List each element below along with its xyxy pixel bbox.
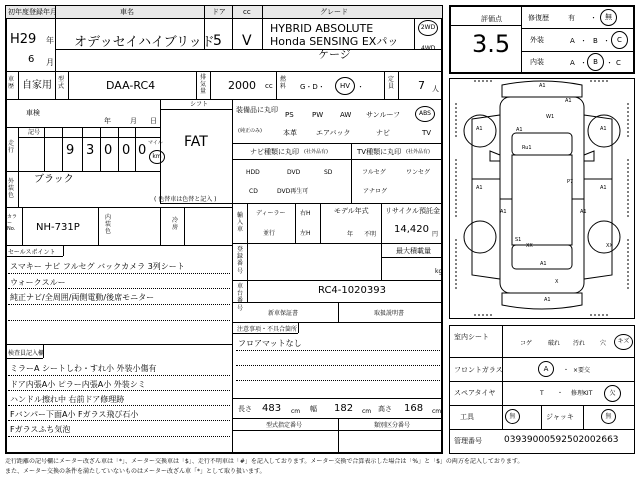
diag-roof-u: Ru1 — [522, 145, 532, 151]
aircon-label: 冷房 — [172, 217, 179, 232]
navi-cd: CD — [249, 188, 258, 195]
diag-center-a1: A1 — [516, 127, 523, 133]
cc-label: cc — [243, 8, 251, 16]
chassis-value: RC4-1020393 — [318, 285, 386, 296]
equip-pw: PW — [312, 111, 324, 119]
width-unit: cm — [362, 408, 372, 415]
int-c: C — [616, 59, 621, 67]
diag-xx-right: XX — [606, 243, 613, 249]
diag-center-s: S1 — [515, 237, 522, 243]
interior-color-label: 内装色 — [105, 214, 112, 236]
equip-sunroof: サンルーフ — [366, 111, 401, 119]
km-circle: km — [149, 150, 165, 164]
first-reg-label: 初年度登録年月 — [8, 8, 57, 16]
recycle-value: 14,420 — [394, 224, 429, 235]
inspection-label: 車検 — [26, 109, 40, 117]
grade-value-line1: HYBRID ABSOLUTE — [270, 22, 374, 35]
equip-airbag: エアバック — [316, 129, 351, 137]
glass-a-circle: A — [538, 361, 554, 377]
diag-bottom-a1b: A1 — [544, 297, 551, 303]
tv-oneseg: ワンセグ — [406, 169, 431, 176]
diag-mid-a1-left: A1 — [500, 209, 507, 215]
seat-kizu-circle: キズ — [614, 334, 633, 350]
ext-sep2: ・ — [603, 37, 610, 45]
reg-year-unit: 年 — [46, 36, 54, 45]
glass-label: フロントガラス — [454, 366, 503, 374]
capacity-label: 定員 — [388, 76, 395, 91]
width-value: 182 — [334, 403, 354, 414]
tv-type-sub: (社外品有) — [406, 149, 430, 155]
footer-note-1: 走行距離の記号欄にメーター改ざん車は「*」、メーター交換車は「$」、走行不明車は「#」を記入しております。メーター交換で合算表示した場合は「%」と「$」の両方を記入しております。 — [5, 458, 524, 465]
height-unit: cm — [432, 408, 442, 415]
seat-label: 室内シート — [454, 333, 489, 341]
drive-2wd-circle: 2WD — [418, 20, 438, 36]
ext-c-circle: C — [611, 31, 628, 49]
color-code-label: カラーNo. — [7, 214, 18, 232]
seat-ana: 穴 — [600, 340, 607, 347]
displacement-unit: cc — [265, 82, 273, 90]
displacement-value: 2000 — [228, 79, 256, 92]
door-label: ドア — [212, 8, 226, 16]
new-car-warranty-label: 新車保証書 — [268, 310, 299, 317]
recycle-unit: 円 — [432, 231, 439, 238]
navi-type-label: ナビ種類に丸印 — [250, 148, 299, 156]
car-name-label: 車名 — [120, 8, 134, 16]
type-spec-label: 型式指定番号 — [266, 422, 303, 429]
model-value: DAA-RC4 — [106, 79, 156, 92]
tools-label: 工具 — [460, 413, 474, 421]
mgmt-label: 管理番号 — [454, 437, 482, 445]
ext-sep1: ・ — [580, 37, 587, 45]
height-label: 高さ — [378, 405, 392, 413]
sales-point-label: セールスポイント — [8, 249, 56, 256]
diag-top-a1: A1 — [539, 83, 546, 89]
footer-note-2: また、メーター交換の条件を満たしていないものはメーター改ざん車「*」として取り扱います。 — [5, 468, 266, 475]
displacement-label: 排気量 — [200, 74, 207, 96]
equip-leather: 本革 — [283, 129, 297, 137]
equipment-sub-label: (純正のみ) — [238, 128, 262, 134]
diag-roof-p: P7 — [567, 179, 574, 185]
max-load-unit: kg — [435, 268, 443, 275]
usage-value: 自家用 — [22, 80, 52, 91]
int-sep1: ・ — [580, 59, 587, 67]
shift-label: シフト — [190, 101, 209, 108]
mileage-side-label: 走行 — [8, 140, 15, 155]
mileage-digit-2: 3 — [86, 143, 95, 158]
int-b-circle: B — [587, 53, 604, 71]
cc-value: V — [242, 33, 252, 49]
notes-label: 注意事項・不具合箇所 — [237, 326, 298, 333]
diag-right-a1-1: A1 — [600, 126, 607, 132]
equip-ps: PS — [285, 111, 294, 119]
notes-value: フロアマットなし — [238, 339, 302, 348]
color-value: ブラック — [34, 174, 74, 185]
usage-side-label: 車歴 — [8, 76, 15, 91]
equip-tv: TV — [422, 129, 432, 137]
chassis-label: 車台番号 — [237, 283, 244, 312]
mileage-digit-5: 0 — [138, 143, 147, 158]
length-label: 長さ — [238, 405, 252, 413]
reg-month-unit: 月 — [46, 58, 54, 67]
door-value: 5 — [213, 33, 222, 49]
model-year-value: 年 — [347, 231, 354, 238]
diag-mid-a1-right: A1 — [580, 209, 587, 215]
equip-abs-circle: ABS — [415, 106, 435, 122]
model-year-label: モデル年式 — [334, 207, 369, 215]
import-rh: 右H — [300, 210, 311, 217]
mileage-digit-4: 0 — [122, 143, 131, 158]
diag-bottom-a1: A1 — [540, 261, 547, 267]
navi-hdd: HDD — [246, 169, 260, 176]
max-load-label: 最大積載量 — [396, 247, 431, 255]
tv-analog: アナログ — [363, 188, 388, 195]
repair-sep: ・ — [590, 14, 597, 22]
ext-b: B — [593, 37, 598, 45]
spare-kit: 修理KIT — [571, 390, 593, 397]
shift-value: FAT — [184, 134, 208, 150]
inspection-month-label: 月 — [130, 117, 137, 125]
reg-month-value: 6 — [28, 54, 35, 65]
spare-label: スペアタイヤ — [454, 389, 496, 397]
eval-value: 3.5 — [472, 30, 511, 58]
eval-label: 評価点 — [481, 15, 502, 23]
diag-left-a1-1: A1 — [476, 126, 483, 132]
tools-none-circle: 無 — [505, 409, 520, 424]
reg-number-label: 登録番号 — [237, 246, 244, 275]
fuel-options: G・D・ — [300, 83, 325, 91]
diag-xx-left: XX — [526, 243, 533, 249]
seat-yabure: 破れ — [548, 340, 561, 347]
sales-point-line2: ウォークスルー — [10, 278, 66, 287]
int-label: 内装 — [530, 58, 544, 66]
inspector-line3: ハンドル擦れ中 右前ドア修理跡 — [10, 395, 125, 404]
car-name-value: オデッセイハイブリッド — [74, 35, 215, 50]
drive-4wd: 4WD — [421, 45, 436, 52]
inspection-day-label: 日 — [150, 117, 157, 125]
inspector-line4: Fバンパー下面A小 Fガラス飛び石小 — [10, 410, 139, 419]
import-dealer: ディーラー — [256, 210, 286, 217]
inspection-year-label: 年 — [104, 117, 111, 125]
inspector-label: 検査員記入欄 — [8, 350, 45, 357]
import-label: 輸入車 — [237, 212, 244, 234]
color-side-label: 外装色 — [8, 178, 15, 200]
spare-t: T — [540, 390, 544, 397]
fuel-more: ・ — [357, 83, 364, 91]
capacity-value: 7 — [418, 79, 425, 92]
repair-label: 修復歴 — [528, 14, 549, 22]
navi-dvd: DVD — [287, 169, 301, 176]
capacity-unit: 人 — [432, 85, 439, 93]
reg-year-value: H29 — [10, 32, 37, 47]
equipment-label: 装備品に丸印 — [236, 106, 278, 114]
color-note: ( 色替車は色替と記入 ) — [154, 196, 217, 203]
glass-sep: ・ — [563, 367, 570, 374]
equip-navi: ナビ — [376, 129, 390, 137]
equip-aw: AW — [340, 111, 352, 119]
digits-label: 記号 — [28, 129, 41, 136]
int-sep2: ・ — [606, 59, 613, 67]
grade-value-line3: ケージ — [318, 48, 351, 61]
car-body-diagram — [450, 79, 634, 318]
inspector-line1: ミラーA シートしわ・すれ小 外装小傷有 — [10, 364, 157, 373]
spare-none-circle: 欠 — [604, 385, 621, 402]
mileage-digit-1: 9 — [66, 143, 75, 158]
recycle-label: リサイクル預託金 — [385, 207, 441, 215]
manual-label: 取扱説明書 — [374, 310, 405, 317]
length-unit: cm — [291, 408, 301, 415]
grade-label: グレード — [320, 8, 348, 16]
repair-no-circle: 無 — [600, 9, 617, 26]
mgmt-value: 03939000592502002663 — [504, 435, 619, 445]
tv-fullseg: フルセグ — [362, 169, 386, 176]
navi-sd: SD — [324, 169, 333, 176]
int-a: A — [570, 59, 575, 67]
glass-x: ×要交 — [573, 367, 591, 374]
width-label: 幅 — [310, 405, 317, 413]
sales-point-line3: 純正ナビ/全周囲/両側電動/後席モニター — [10, 293, 155, 302]
model-label: 型式 — [58, 76, 65, 91]
inspector-line2: ドア内張A小 ピラー内張A小 外装シミ — [10, 380, 146, 389]
repair-yes: 有 — [568, 14, 575, 22]
diag-right-a1-2: A1 — [600, 185, 607, 191]
ext-a: A — [570, 37, 575, 45]
mileage-digit-3: 0 — [104, 143, 113, 158]
ext-label: 外装 — [530, 36, 544, 44]
navi-dvd-play: DVD再生可 — [277, 188, 309, 195]
length-value: 483 — [262, 403, 282, 414]
diag-left-a1-2: A1 — [476, 185, 483, 191]
grade-value-line2: Honda SENSING EXパッ — [270, 35, 399, 48]
import-lh: 左H — [300, 230, 311, 237]
seat-yogore: 汚れ — [573, 340, 586, 347]
fuel-hv-circle: HV — [335, 77, 355, 95]
import-parallel: 並行 — [263, 230, 276, 237]
sales-point-line1: スマキー ナビ フルセグ バックカメラ 3列シート — [10, 262, 185, 271]
spare-sep: ・ — [557, 390, 564, 397]
fuel-label: 燃料 — [280, 76, 287, 91]
navi-type-sub: (社外品有) — [304, 149, 328, 155]
jack-none-circle: 無 — [601, 409, 616, 424]
mile-label: マイル — [148, 140, 163, 146]
jack-label: ジャッキ — [546, 413, 574, 421]
diag-center-w: W1 — [546, 114, 555, 120]
tv-type-label: TV種類に丸印 — [357, 148, 402, 156]
model-year-unknown: 不明 — [364, 231, 377, 238]
class-label: 類別区分番号 — [374, 422, 411, 429]
seat-koge: コゲ — [520, 340, 533, 347]
height-value: 168 — [404, 403, 424, 414]
inspector-line5: Fガラスふち気泡 — [10, 425, 71, 434]
color-code-value: NH-731P — [36, 222, 80, 233]
diag-top-a1b: A1 — [565, 98, 572, 104]
diag-x-bottom: X — [555, 279, 559, 285]
